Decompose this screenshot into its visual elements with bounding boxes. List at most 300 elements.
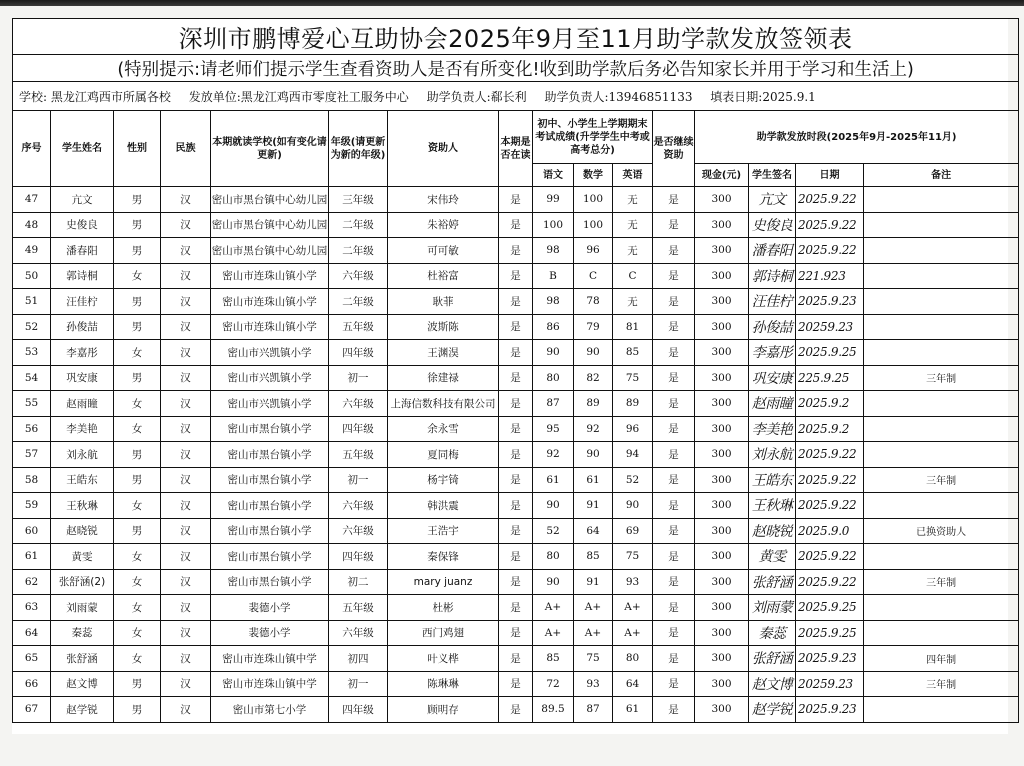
sponsor-cell: 叶义桦 bbox=[388, 646, 499, 672]
school-cell: 密山市黑台镇小学 bbox=[211, 416, 329, 442]
table-row bbox=[13, 365, 1019, 391]
school-cell: 密山市连珠山镇小学 bbox=[211, 263, 329, 289]
seq-cell: 55 bbox=[13, 391, 51, 417]
remarks-cell bbox=[864, 442, 1019, 468]
table-row bbox=[13, 671, 1019, 697]
cash-cell: 300 bbox=[695, 671, 749, 697]
date-cell: 2025.9.25 bbox=[796, 340, 864, 366]
table-body bbox=[13, 187, 1019, 723]
col-header-scores: 初中、小学生上学期期末考试成绩(升学学生中考或高考总分) bbox=[533, 111, 653, 164]
date-cell: 2025.9.22 bbox=[796, 569, 864, 595]
grade-cell: 六年级 bbox=[329, 518, 388, 544]
seq-cell: 50 bbox=[13, 263, 51, 289]
remarks-cell: 三年制 bbox=[864, 671, 1019, 697]
continue-cell: 是 bbox=[653, 569, 695, 595]
table-row bbox=[13, 391, 1019, 417]
ethnicity-cell: 汉 bbox=[161, 646, 211, 672]
col-header-chinese: 语文 bbox=[533, 164, 574, 187]
photo-edge-band bbox=[0, 0, 1024, 6]
english-score-cell: 无 bbox=[613, 187, 653, 213]
gender-cell: 男 bbox=[114, 442, 161, 468]
signature-cell: 潘春阳 bbox=[749, 238, 796, 264]
meta-line bbox=[13, 82, 1019, 111]
enrolled-cell: 是 bbox=[499, 187, 533, 213]
english-score-cell: 93 bbox=[613, 569, 653, 595]
school-cell: 密山市黑台镇小学 bbox=[211, 569, 329, 595]
name-cell: 赵雨瞳 bbox=[51, 391, 114, 417]
school-cell: 密山市黑台镇中心幼儿园 bbox=[211, 187, 329, 213]
english-score-cell: 无 bbox=[613, 238, 653, 264]
ethnicity-cell: 汉 bbox=[161, 365, 211, 391]
chinese-score-cell: A+ bbox=[533, 620, 574, 646]
school-cell: 密山市黑台镇小学 bbox=[211, 442, 329, 468]
math-score-cell: 64 bbox=[574, 518, 613, 544]
scholarship-table bbox=[12, 18, 1019, 723]
name-cell: 刘永航 bbox=[51, 442, 114, 468]
gender-cell: 男 bbox=[114, 212, 161, 238]
cash-cell: 300 bbox=[695, 340, 749, 366]
sponsor-cell: mary juanz bbox=[388, 569, 499, 595]
date-cell: 20259.23 bbox=[796, 314, 864, 340]
chinese-score-cell: 85 bbox=[533, 646, 574, 672]
date-cell: 225.9.25 bbox=[796, 365, 864, 391]
table-row bbox=[13, 187, 1019, 213]
sponsor-cell: 可可敏 bbox=[388, 238, 499, 264]
ethnicity-cell: 汉 bbox=[161, 391, 211, 417]
col-header-grade: 年级(请更新为新的年级) bbox=[329, 111, 388, 187]
cash-cell: 300 bbox=[695, 467, 749, 493]
gender-cell: 女 bbox=[114, 340, 161, 366]
table-row bbox=[13, 544, 1019, 570]
ethnicity-cell: 汉 bbox=[161, 620, 211, 646]
ethnicity-cell: 汉 bbox=[161, 314, 211, 340]
enrolled-cell: 是 bbox=[499, 671, 533, 697]
name-cell: 赵文博 bbox=[51, 671, 114, 697]
continue-cell: 是 bbox=[653, 493, 695, 519]
remarks-cell bbox=[864, 595, 1019, 621]
grade-cell: 六年级 bbox=[329, 493, 388, 519]
math-score-cell: 100 bbox=[574, 212, 613, 238]
math-score-cell: 90 bbox=[574, 442, 613, 468]
chinese-score-cell: 95 bbox=[533, 416, 574, 442]
chinese-score-cell: 61 bbox=[533, 467, 574, 493]
signature-cell: 秦蕊 bbox=[749, 620, 796, 646]
enrolled-cell: 是 bbox=[499, 646, 533, 672]
chinese-score-cell: 90 bbox=[533, 569, 574, 595]
chinese-score-cell: 80 bbox=[533, 544, 574, 570]
col-header-signature: 学生签名 bbox=[749, 164, 796, 187]
continue-cell: 是 bbox=[653, 671, 695, 697]
signature-cell: 巩安康 bbox=[749, 365, 796, 391]
ethnicity-cell: 汉 bbox=[161, 595, 211, 621]
remarks-cell bbox=[864, 544, 1019, 570]
english-score-cell: 64 bbox=[613, 671, 653, 697]
signature-cell: 赵文博 bbox=[749, 671, 796, 697]
seq-cell: 64 bbox=[13, 620, 51, 646]
remarks-cell bbox=[864, 340, 1019, 366]
table-row bbox=[13, 620, 1019, 646]
seq-cell: 56 bbox=[13, 416, 51, 442]
gender-cell: 女 bbox=[114, 595, 161, 621]
col-header-continue: 是否继续资助 bbox=[653, 111, 695, 187]
continue-cell: 是 bbox=[653, 544, 695, 570]
sponsor-cell: 陈琳琳 bbox=[388, 671, 499, 697]
remarks-cell bbox=[864, 314, 1019, 340]
cash-cell: 300 bbox=[695, 544, 749, 570]
sponsor-cell: 宋伟玲 bbox=[388, 187, 499, 213]
gender-cell: 男 bbox=[114, 467, 161, 493]
chinese-score-cell: 72 bbox=[533, 671, 574, 697]
school-cell: 密山市第七小学 bbox=[211, 697, 329, 723]
math-score-cell: 79 bbox=[574, 314, 613, 340]
math-score-cell: C bbox=[574, 263, 613, 289]
name-cell: 郭诗桐 bbox=[51, 263, 114, 289]
english-score-cell: 81 bbox=[613, 314, 653, 340]
remarks-cell bbox=[864, 212, 1019, 238]
meta-issuer: 发放单位:黑龙江鸡西市零度社工服务中心 bbox=[188, 89, 409, 104]
school-cell: 密山市兴凯镇小学 bbox=[211, 391, 329, 417]
school-cell: 密山市连珠山镇中学 bbox=[211, 646, 329, 672]
continue-cell: 是 bbox=[653, 212, 695, 238]
gender-cell: 男 bbox=[114, 518, 161, 544]
math-score-cell: 75 bbox=[574, 646, 613, 672]
ethnicity-cell: 汉 bbox=[161, 340, 211, 366]
seq-cell: 66 bbox=[13, 671, 51, 697]
math-score-cell: 87 bbox=[574, 697, 613, 723]
col-header-seq: 序号 bbox=[13, 111, 51, 187]
enrolled-cell: 是 bbox=[499, 697, 533, 723]
grade-cell: 五年级 bbox=[329, 595, 388, 621]
school-cell: 密山市黑台镇中心幼儿园 bbox=[211, 212, 329, 238]
seq-cell: 67 bbox=[13, 697, 51, 723]
school-cell: 密山市黑台镇小学 bbox=[211, 544, 329, 570]
ethnicity-cell: 汉 bbox=[161, 569, 211, 595]
signature-cell: 张舒涵 bbox=[749, 569, 796, 595]
date-cell: 2025.9.22 bbox=[796, 187, 864, 213]
ethnicity-cell: 汉 bbox=[161, 467, 211, 493]
ethnicity-cell: 汉 bbox=[161, 442, 211, 468]
remarks-cell bbox=[864, 620, 1019, 646]
table-row bbox=[13, 238, 1019, 264]
date-cell: 2025.9.22 bbox=[796, 467, 864, 493]
chinese-score-cell: 100 bbox=[533, 212, 574, 238]
date-cell: 2025.9.22 bbox=[796, 442, 864, 468]
grade-cell: 二年级 bbox=[329, 289, 388, 315]
continue-cell: 是 bbox=[653, 340, 695, 366]
school-cell: 密山市黑台镇中心幼儿园 bbox=[211, 238, 329, 264]
table-row bbox=[13, 697, 1019, 723]
table-row bbox=[13, 595, 1019, 621]
math-score-cell: A+ bbox=[574, 595, 613, 621]
col-header-cash: 现金(元) bbox=[695, 164, 749, 187]
enrolled-cell: 是 bbox=[499, 442, 533, 468]
seq-cell: 60 bbox=[13, 518, 51, 544]
date-cell: 2025.9.23 bbox=[796, 646, 864, 672]
english-score-cell: 无 bbox=[613, 212, 653, 238]
gender-cell: 男 bbox=[114, 671, 161, 697]
grade-cell: 六年级 bbox=[329, 391, 388, 417]
english-score-cell: C bbox=[613, 263, 653, 289]
school-cell: 密山市兴凯镇小学 bbox=[211, 340, 329, 366]
continue-cell: 是 bbox=[653, 263, 695, 289]
grade-cell: 初一 bbox=[329, 365, 388, 391]
math-score-cell: 89 bbox=[574, 391, 613, 417]
gender-cell: 女 bbox=[114, 569, 161, 595]
sponsor-cell: 秦保锋 bbox=[388, 544, 499, 570]
continue-cell: 是 bbox=[653, 187, 695, 213]
english-score-cell: 52 bbox=[613, 467, 653, 493]
name-cell: 孙俊喆 bbox=[51, 314, 114, 340]
continue-cell: 是 bbox=[653, 646, 695, 672]
school-cell: 密山市黑台镇小学 bbox=[211, 467, 329, 493]
sponsor-cell: 徐建禄 bbox=[388, 365, 499, 391]
name-cell: 李嘉彤 bbox=[51, 340, 114, 366]
signature-cell: 张舒涵 bbox=[749, 646, 796, 672]
col-header-remarks: 备注 bbox=[864, 164, 1019, 187]
sponsor-cell: 西门鸡翅 bbox=[388, 620, 499, 646]
sponsor-cell: 王浩宇 bbox=[388, 518, 499, 544]
seq-cell: 53 bbox=[13, 340, 51, 366]
cash-cell: 300 bbox=[695, 314, 749, 340]
remarks-cell: 三年制 bbox=[864, 467, 1019, 493]
name-cell: 张舒涵(2) bbox=[51, 569, 114, 595]
gender-cell: 女 bbox=[114, 416, 161, 442]
gender-cell: 女 bbox=[114, 493, 161, 519]
col-header-sponsor: 资助人 bbox=[388, 111, 499, 187]
sponsor-cell: 上海信数科技有限公司 bbox=[388, 391, 499, 417]
english-score-cell: 96 bbox=[613, 416, 653, 442]
table-row bbox=[13, 289, 1019, 315]
name-cell: 黄雯 bbox=[51, 544, 114, 570]
ethnicity-cell: 汉 bbox=[161, 697, 211, 723]
grade-cell: 初一 bbox=[329, 671, 388, 697]
date-cell: 2025.9.0 bbox=[796, 518, 864, 544]
continue-cell: 是 bbox=[653, 595, 695, 621]
cash-cell: 300 bbox=[695, 212, 749, 238]
table-row bbox=[13, 340, 1019, 366]
grade-cell: 四年级 bbox=[329, 697, 388, 723]
gender-cell: 男 bbox=[114, 187, 161, 213]
chinese-score-cell: 86 bbox=[533, 314, 574, 340]
english-score-cell: 90 bbox=[613, 493, 653, 519]
name-cell: 赵学锐 bbox=[51, 697, 114, 723]
sponsor-cell: 夏同梅 bbox=[388, 442, 499, 468]
date-cell: 2025.9.22 bbox=[796, 238, 864, 264]
table-row bbox=[13, 646, 1019, 672]
col-header-ethnicity: 民族 bbox=[161, 111, 211, 187]
enrolled-cell: 是 bbox=[499, 314, 533, 340]
seq-cell: 49 bbox=[13, 238, 51, 264]
enrolled-cell: 是 bbox=[499, 340, 533, 366]
date-cell: 2025.9.22 bbox=[796, 493, 864, 519]
school-cell: 密山市连珠山镇中学 bbox=[211, 671, 329, 697]
remarks-cell bbox=[864, 697, 1019, 723]
signature-cell: 李嘉彤 bbox=[749, 340, 796, 366]
gender-cell: 男 bbox=[114, 238, 161, 264]
grade-cell: 四年级 bbox=[329, 544, 388, 570]
school-cell: 密山市连珠山镇小学 bbox=[211, 314, 329, 340]
english-score-cell: A+ bbox=[613, 620, 653, 646]
seq-cell: 58 bbox=[13, 467, 51, 493]
chinese-score-cell: 80 bbox=[533, 365, 574, 391]
enrolled-cell: 是 bbox=[499, 263, 533, 289]
english-score-cell: 85 bbox=[613, 340, 653, 366]
cash-cell: 300 bbox=[695, 620, 749, 646]
english-score-cell: A+ bbox=[613, 595, 653, 621]
grade-cell: 四年级 bbox=[329, 340, 388, 366]
grade-cell: 三年级 bbox=[329, 187, 388, 213]
sponsor-cell: 朱裕婷 bbox=[388, 212, 499, 238]
cash-cell: 300 bbox=[695, 697, 749, 723]
chinese-score-cell: 90 bbox=[533, 340, 574, 366]
enrolled-cell: 是 bbox=[499, 212, 533, 238]
name-cell: 汪佳柠 bbox=[51, 289, 114, 315]
grade-cell: 二年级 bbox=[329, 212, 388, 238]
cash-cell: 300 bbox=[695, 365, 749, 391]
english-score-cell: 无 bbox=[613, 289, 653, 315]
continue-cell: 是 bbox=[653, 697, 695, 723]
enrolled-cell: 是 bbox=[499, 289, 533, 315]
date-cell: 2025.9.2 bbox=[796, 416, 864, 442]
notice-banner: (特别提示:请老师们提示学生查看资助人是否有所变化!收到助学款后务必告知家长并用于学习和生活上) bbox=[13, 55, 1019, 82]
grade-cell: 六年级 bbox=[329, 620, 388, 646]
signature-cell: 王皓东 bbox=[749, 467, 796, 493]
grade-cell: 五年级 bbox=[329, 442, 388, 468]
signature-cell: 郭诗桐 bbox=[749, 263, 796, 289]
cash-cell: 300 bbox=[695, 289, 749, 315]
cash-cell: 300 bbox=[695, 391, 749, 417]
math-score-cell: 82 bbox=[574, 365, 613, 391]
col-header-school: 本期就读学校(如有变化请更新) bbox=[211, 111, 329, 187]
ethnicity-cell: 汉 bbox=[161, 238, 211, 264]
continue-cell: 是 bbox=[653, 442, 695, 468]
table-row bbox=[13, 518, 1019, 544]
signature-cell: 汪佳柠 bbox=[749, 289, 796, 315]
signature-cell: 李美艳 bbox=[749, 416, 796, 442]
date-cell: 2025.9.2 bbox=[796, 391, 864, 417]
table-row bbox=[13, 493, 1019, 519]
chinese-score-cell: 90 bbox=[533, 493, 574, 519]
date-cell: 2025.9.23 bbox=[796, 697, 864, 723]
date-cell: 2025.9.25 bbox=[796, 620, 864, 646]
table-row bbox=[13, 442, 1019, 468]
name-cell: 李美艳 bbox=[51, 416, 114, 442]
table-row bbox=[13, 416, 1019, 442]
ethnicity-cell: 汉 bbox=[161, 289, 211, 315]
ethnicity-cell: 汉 bbox=[161, 671, 211, 697]
continue-cell: 是 bbox=[653, 289, 695, 315]
grade-cell: 初二 bbox=[329, 569, 388, 595]
chinese-score-cell: 89.5 bbox=[533, 697, 574, 723]
math-score-cell: 85 bbox=[574, 544, 613, 570]
english-score-cell: 75 bbox=[613, 365, 653, 391]
remarks-cell bbox=[864, 263, 1019, 289]
remarks-cell bbox=[864, 238, 1019, 264]
seq-cell: 57 bbox=[13, 442, 51, 468]
grade-cell: 二年级 bbox=[329, 238, 388, 264]
date-cell: 2025.9.22 bbox=[796, 212, 864, 238]
school-cell: 密山市兴凯镇小学 bbox=[211, 365, 329, 391]
remarks-cell: 三年制 bbox=[864, 365, 1019, 391]
signature-cell: 赵晓锐 bbox=[749, 518, 796, 544]
seq-cell: 47 bbox=[13, 187, 51, 213]
continue-cell: 是 bbox=[653, 467, 695, 493]
school-cell: 密山市黑台镇小学 bbox=[211, 493, 329, 519]
seq-cell: 51 bbox=[13, 289, 51, 315]
enrolled-cell: 是 bbox=[499, 569, 533, 595]
meta-manager: 助学负责人:郗长利 bbox=[426, 89, 527, 104]
cash-cell: 300 bbox=[695, 595, 749, 621]
cash-cell: 300 bbox=[695, 493, 749, 519]
cash-cell: 300 bbox=[695, 518, 749, 544]
name-cell: 张舒涵 bbox=[51, 646, 114, 672]
math-score-cell: 90 bbox=[574, 340, 613, 366]
enrolled-cell: 是 bbox=[499, 416, 533, 442]
continue-cell: 是 bbox=[653, 518, 695, 544]
name-cell: 王皓东 bbox=[51, 467, 114, 493]
ethnicity-cell: 汉 bbox=[161, 212, 211, 238]
chinese-score-cell: B bbox=[533, 263, 574, 289]
grade-cell: 四年级 bbox=[329, 416, 388, 442]
gender-cell: 女 bbox=[114, 646, 161, 672]
seq-cell: 62 bbox=[13, 569, 51, 595]
chinese-score-cell: 52 bbox=[533, 518, 574, 544]
math-score-cell: 93 bbox=[574, 671, 613, 697]
chinese-score-cell: 98 bbox=[533, 289, 574, 315]
page-title: 深圳市鹏博爱心互助协会2025年9月至11月助学款发放签领表 bbox=[13, 19, 1019, 55]
seq-cell: 61 bbox=[13, 544, 51, 570]
sponsor-cell: 杨宇锜 bbox=[388, 467, 499, 493]
sponsor-cell: 波斯陈 bbox=[388, 314, 499, 340]
remarks-cell: 四年制 bbox=[864, 646, 1019, 672]
math-score-cell: 91 bbox=[574, 569, 613, 595]
table-row bbox=[13, 569, 1019, 595]
remarks-cell bbox=[864, 416, 1019, 442]
signoff-sheet bbox=[12, 18, 1008, 734]
math-score-cell: 61 bbox=[574, 467, 613, 493]
signature-cell: 赵学锐 bbox=[749, 697, 796, 723]
name-cell: 巩安康 bbox=[51, 365, 114, 391]
col-header-date: 日期 bbox=[796, 164, 864, 187]
school-cell: 裴德小学 bbox=[211, 595, 329, 621]
gender-cell: 女 bbox=[114, 620, 161, 646]
remarks-cell: 三年制 bbox=[864, 569, 1019, 595]
enrolled-cell: 是 bbox=[499, 518, 533, 544]
cash-cell: 300 bbox=[695, 187, 749, 213]
math-score-cell: 78 bbox=[574, 289, 613, 315]
continue-cell: 是 bbox=[653, 416, 695, 442]
chinese-score-cell: 99 bbox=[533, 187, 574, 213]
english-score-cell: 94 bbox=[613, 442, 653, 468]
grade-cell: 初四 bbox=[329, 646, 388, 672]
col-header-enrolled: 本期是否在读 bbox=[499, 111, 533, 187]
name-cell: 王秋琳 bbox=[51, 493, 114, 519]
name-cell: 亢文 bbox=[51, 187, 114, 213]
english-score-cell: 80 bbox=[613, 646, 653, 672]
sponsor-cell: 杜彬 bbox=[388, 595, 499, 621]
meta-school: 学校: 黑龙江鸡西市所属各校 bbox=[19, 89, 171, 104]
seq-cell: 65 bbox=[13, 646, 51, 672]
table-row bbox=[13, 212, 1019, 238]
enrolled-cell: 是 bbox=[499, 544, 533, 570]
ethnicity-cell: 汉 bbox=[161, 493, 211, 519]
signature-cell: 刘永航 bbox=[749, 442, 796, 468]
sponsor-cell: 耿菲 bbox=[388, 289, 499, 315]
grade-cell: 五年级 bbox=[329, 314, 388, 340]
remarks-cell bbox=[864, 289, 1019, 315]
signature-cell: 黄雯 bbox=[749, 544, 796, 570]
continue-cell: 是 bbox=[653, 365, 695, 391]
